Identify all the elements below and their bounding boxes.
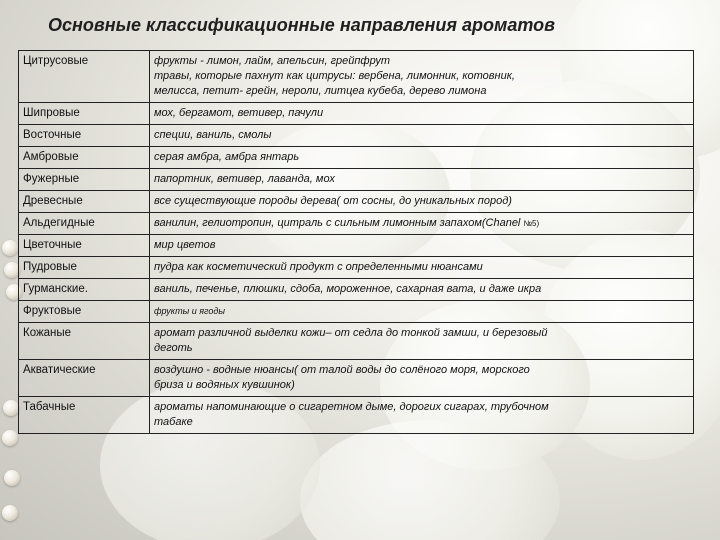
pearl — [2, 430, 18, 446]
row-category: Гурманские. — [19, 279, 150, 301]
description-line: бриза и водяных кувшинок) — [154, 379, 295, 391]
description-line: все существующие породы дерева( от сосны, до уникальных пород) — [154, 195, 512, 207]
table-row — [19, 397, 694, 434]
pearl — [4, 470, 20, 486]
row-category: Альдегидные — [19, 213, 150, 235]
row-description — [150, 147, 694, 169]
description-line: мир цветов — [154, 239, 216, 251]
description-line: мох, бергамот, ветивер, пачули — [154, 107, 324, 119]
description-line: травы, которые пахнут как цитрусы: вербена, лимонник, котовник, — [154, 70, 515, 82]
description-line: ваниль, печенье, плюшки, сдоба, мороженное, сахарная вата, и даже икра — [154, 283, 542, 295]
description-line: фрукты и ягоды — [154, 306, 225, 316]
table-row — [19, 257, 694, 279]
description-line: воздушно - водные нюансы( от талой воды до солёного моря, морского — [154, 364, 530, 376]
row-category: Табачные — [19, 397, 150, 434]
row-category: Кожаные — [19, 323, 150, 360]
table-row — [19, 360, 694, 397]
row-description — [150, 191, 694, 213]
pearl — [2, 240, 18, 256]
row-category: Древесные — [19, 191, 150, 213]
table-row — [19, 147, 694, 169]
row-description — [150, 360, 694, 397]
row-description — [150, 257, 694, 279]
row-description — [150, 125, 694, 147]
table-row — [19, 103, 694, 125]
row-category: Шипровые — [19, 103, 150, 125]
description-line: папортник, ветивер, лаванда, мох — [154, 173, 335, 185]
description-line: специи, ваниль, смолы — [154, 129, 272, 141]
row-category: Акватические — [19, 360, 150, 397]
description-line: ароматы напоминающие о сигаретном дыме, дорогих сигарах, трубочном — [154, 401, 549, 413]
row-category: Цветочные — [19, 235, 150, 257]
row-category: Цитрусовые — [19, 51, 150, 103]
table-row — [19, 191, 694, 213]
row-description — [150, 397, 694, 434]
row-description — [150, 169, 694, 191]
table-row — [19, 279, 694, 301]
aroma-classification-table — [18, 50, 694, 434]
row-category: Пудровые — [19, 257, 150, 279]
row-category: Амбровые — [19, 147, 150, 169]
row-description — [150, 235, 694, 257]
description-note: №5) — [523, 219, 540, 228]
description-text: ванилин, гелиотропин, цитраль с сильным лимонным запахом(Chanel — [154, 217, 521, 229]
table-row — [19, 235, 694, 257]
row-category: Фужерные — [19, 169, 150, 191]
table-row — [19, 51, 694, 103]
row-category: Фруктовые — [19, 301, 150, 323]
row-description — [150, 51, 694, 103]
description-line — [154, 216, 689, 231]
row-description — [150, 279, 694, 301]
table-row — [19, 169, 694, 191]
row-description — [150, 103, 694, 125]
table-row — [19, 301, 694, 323]
row-category: Восточные — [19, 125, 150, 147]
description-line: деготь — [154, 342, 193, 354]
description-line: аромат различной выделки кожи– от седла до тонкой замши, и березовый — [154, 327, 548, 339]
description-line: табаке — [154, 416, 193, 428]
row-description — [150, 301, 694, 323]
table-row — [19, 213, 694, 235]
table-row — [19, 323, 694, 360]
pearl — [2, 505, 18, 521]
row-description — [150, 323, 694, 360]
row-description — [150, 213, 694, 235]
table-row — [19, 125, 694, 147]
description-line: пудра как косметический продукт с определенными нюансами — [154, 261, 483, 273]
description-line: фрукты - лимон, лайм, апельсин, грейпфрут — [154, 55, 391, 67]
pearl — [3, 400, 19, 416]
slide-title: Основные классификационные направления ароматов — [48, 15, 555, 35]
description-line: серая амбра, амбра янтарь — [154, 151, 300, 163]
description-line: мелисса, петит- грейн, нероли, литцеа кубеба, дерево лимона — [154, 85, 487, 97]
